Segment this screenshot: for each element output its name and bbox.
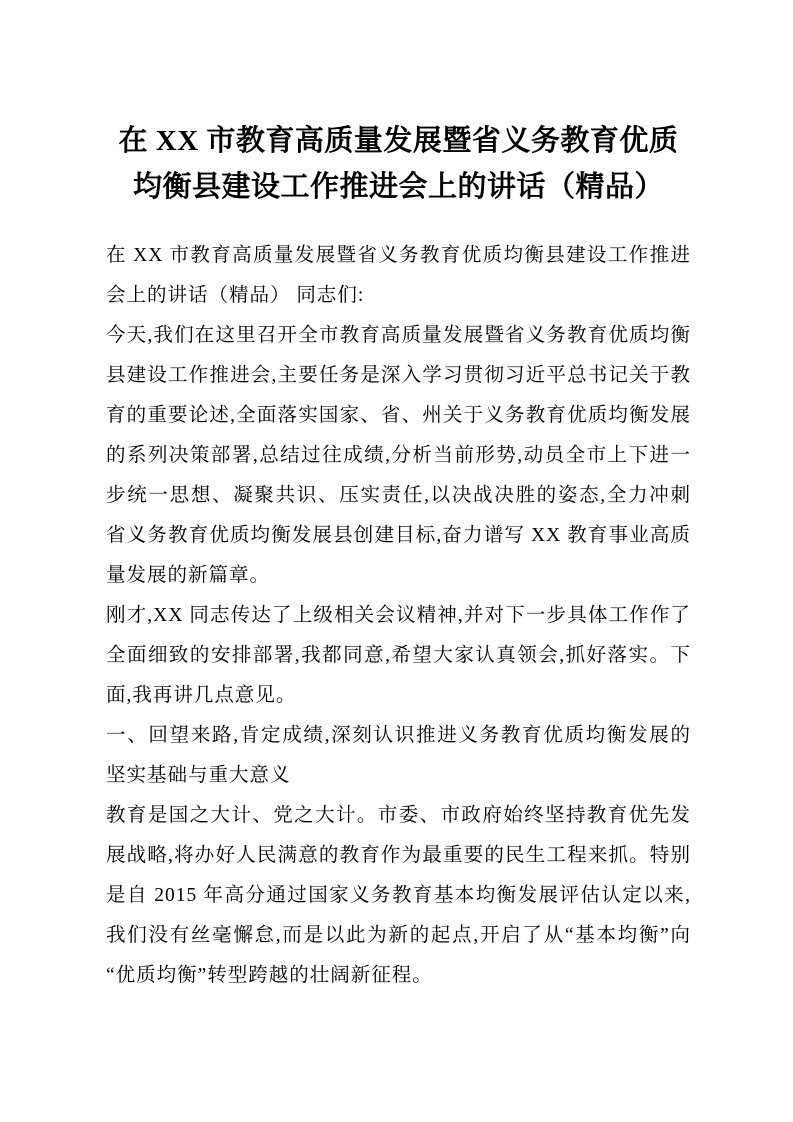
document-body <box>106 236 691 996</box>
paragraph-section-body: 教育是国之大计、党之大计。市委、市政府始终坚持教育优先发展战略,将办好人民满意的教育作为最重要的民生工程来抓。特别是自 2015 年高分通过国家义务教育基本均衡发展评估认定以来,我们没有丝毫懈怠,而是以此为新的起点,开启了从“基本均衡”向“优质均衡”转型跨越的壮阔新征程。 <box>106 805 691 986</box>
paragraph-section-heading: 一、回望来路,肯定成绩,深刻认识推进义务教育优质均衡发展的坚实基础与重大意义 <box>106 725 691 786</box>
paragraph-opening: 今天,我们在这里召开全市教育高质量发展暨省义务教育优质均衡县建设工作推进会,主要任务是深入学习贯彻习近平总书记关于教育的重要论述,全面落实国家、省、州关于义务教育优质均衡发展的系列决策部署,总结过往成绩,分析当前形势,动员全市上下进一步统一思想、凝聚共识、压实责任,以决战决胜的姿态,全力冲刺省义务教育优质均衡发展县创建目标,奋力谱写 XX 教育事业高质量发展的新篇章。 <box>106 325 691 586</box>
document-title: 在 XX 市教育高质量发展暨省义务教育优质均衡县建设工作推进会上的讲话（精品） <box>118 125 679 203</box>
paragraph-transition: 刚才,XX 同志传达了上级相关会议精神,并对下一步具体工作作了全面细致的安排部署,我都同意,希望大家认真领会,抓好落实。下面,我再讲几点意见。 <box>106 605 691 706</box>
paragraph-salutation: 在 XX 市教育高质量发展暨省义务教育优质均衡县建设工作推进会上的讲话（精品） 同志们: <box>106 245 691 306</box>
